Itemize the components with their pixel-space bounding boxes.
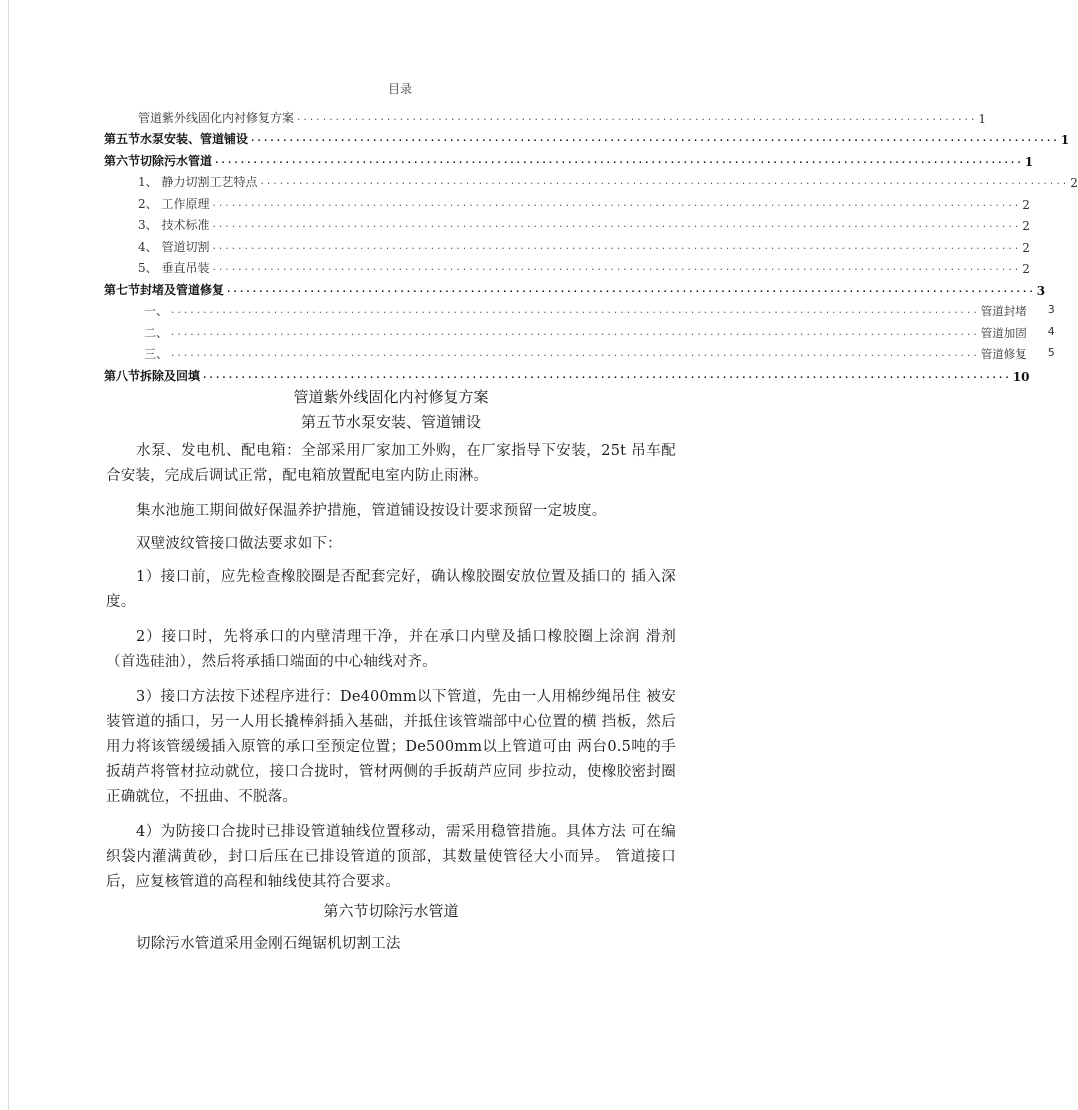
toc-entry-label: 2、 工作原理 (138, 196, 210, 211)
toc-entry-label: 5、 垂直吊装 (138, 261, 210, 275)
document-body (106, 385, 676, 967)
toc-entry[interactable] (104, 147, 1034, 169)
toc-leader-dots: .......................................................................................................... (296, 112, 977, 123)
toc-leader-dots: .............................................................................................................................. (202, 370, 1011, 381)
toc-entry-page: 10 (1012, 369, 1030, 384)
toc-entry[interactable] (104, 169, 1078, 191)
toc-entry-page: 2 (1022, 219, 1030, 233)
paragraph: 2）接口时，先将承口的内壁清理干净，并在承口内壁及插口橡胶圈上涂润 滑剂（首选硅油），然后将承插口端面的中心轴线对齐。 (106, 629, 676, 670)
toc-entry[interactable] (104, 212, 1030, 234)
toc-entry-label: 一、 (144, 304, 169, 318)
toc-leader-dots: .............................................................................................................................. (211, 241, 1021, 252)
toc-leader-dots: .............................................................................................................................. (226, 284, 1035, 295)
toc-entry-page: 5 (1047, 346, 1055, 359)
toc-entry[interactable] (104, 298, 1055, 320)
toc-leader-dots: .............................................................................................................................. (170, 327, 979, 338)
paragraph: 4）为防接口合拢时已排设管道轴线位置移动，需采用稳管措施。具体方法 可在编织袋内灌满黄砂，封口后压在已排设管道的顶部，其数量使管径大小而异。 管道接口后，应复核管道的高程和轴线使其符合要求。 (106, 824, 676, 890)
toc-entry-label: 3、 技术标准 (138, 218, 210, 232)
toc-leader-dots: .............................................................................................................................. (214, 155, 1023, 166)
paragraph: 双壁波纹管接口做法要求如下： (136, 536, 342, 552)
toc-entry-label: 4、 管道切割 (138, 239, 210, 254)
toc-entry-title: 管道封堵 (980, 304, 1027, 318)
table-of-contents (104, 104, 1078, 384)
toc-entry[interactable] (104, 255, 1030, 277)
toc-entry-title: 管道加固 (980, 325, 1027, 340)
paragraph: 1）接口前，应先检查橡胶圈是否配套完好，确认橡胶圈安放位置及插口的 插入深度。 (106, 569, 676, 610)
toc-leader-dots: .............................................................................................................................. (259, 177, 1069, 187)
toc-entry[interactable] (104, 341, 1055, 363)
toc-leader-dots: .............................................................................................................................. (250, 134, 1059, 144)
toc-entry-label: 二、 (144, 325, 169, 340)
section-heading: 第六节切除污水管道 (323, 902, 459, 920)
toc-leader-dots: .............................................................................................................................. (170, 349, 979, 359)
toc-entry-label: 第七节封堵及管道修复 (104, 282, 225, 297)
toc-entry-page: 4 (1047, 324, 1055, 338)
toc-entry-page: 3 (1036, 283, 1046, 298)
toc-entry-title: 管道修复 (980, 347, 1027, 361)
toc-entry-page: 2 (1070, 176, 1078, 190)
document-title: 管道紫外线固化内衬修复方案 (293, 388, 489, 406)
toc-leader-dots: .............................................................................................................................. (211, 263, 1021, 273)
toc-title: 目录 (387, 82, 412, 96)
toc-entry[interactable] (104, 190, 1030, 212)
toc-entry-label: 1、 静力切割工艺特点 (138, 175, 258, 189)
toc-leader-dots: .............................................................................................................................. (211, 198, 1021, 209)
toc-entry[interactable] (104, 126, 1070, 148)
toc-leader-dots: .............................................................................................................................. (211, 220, 1021, 230)
toc-entry-page: 1 (1060, 133, 1070, 147)
toc-entry[interactable] (104, 362, 1030, 384)
toc-entry-label: 第八节拆除及回填 (104, 368, 201, 383)
toc-entry[interactable] (104, 104, 987, 126)
toc-entry-page: 3 (1047, 303, 1055, 316)
paragraph: 切除污水管道采用金刚石绳锯机切割工法 (136, 936, 401, 952)
paragraph: 集水池施工期间做好保温养护措施，管道铺设按设计要求预留一定坡度。 (136, 503, 607, 519)
toc-entry-page: 1 (1024, 154, 1034, 169)
toc-entry-page: 1 (978, 111, 987, 126)
toc-entry-page: 2 (1022, 240, 1030, 255)
paragraph: 水泵、发电机、配电箱：全部采用厂家加工外购，在厂家指导下安装，25t 吊车配合安装，完成后调试正常，配电箱放置配电室内防止雨淋。 (106, 443, 676, 484)
toc-entry-label: 第六节切除污水管道 (104, 153, 213, 168)
section-heading: 第五节水泵安装、管道铺设 (300, 413, 481, 431)
toc-entry-label: 管道紫外线固化内衬修复方案 (138, 110, 295, 125)
toc-entry-label: 第五节水泵安装、管道铺设 (104, 132, 249, 146)
toc-entry-page: 2 (1022, 197, 1030, 212)
toc-entry[interactable] (104, 233, 1030, 255)
toc-entry[interactable] (104, 319, 1055, 341)
toc-leader-dots: .............................................................................................................................. (170, 306, 979, 316)
page-border-line (8, 0, 9, 1110)
toc-entry-page: 2 (1022, 262, 1030, 276)
toc-entry-label: 三、 (144, 347, 169, 361)
paragraph: 3）接口方法按下述程序进行：De400mm以下管道，先由一人用棉纱绳吊住 被安装管道的插口，另一人用长撬棒斜插入基础，并抵住该管端部中心位置的横 挡板，然后用力将该管缓缓插入原管的承口至预定位置；De500mm以上管道可由 两台0.5吨的手扳葫芦将管材拉动就位，接口合拢时，管材两侧的手扳葫芦应同 步拉动，使橡胶密封圈正确就位，不扭曲、不脱落。 (106, 689, 676, 805)
toc-entry[interactable] (104, 276, 1046, 298)
